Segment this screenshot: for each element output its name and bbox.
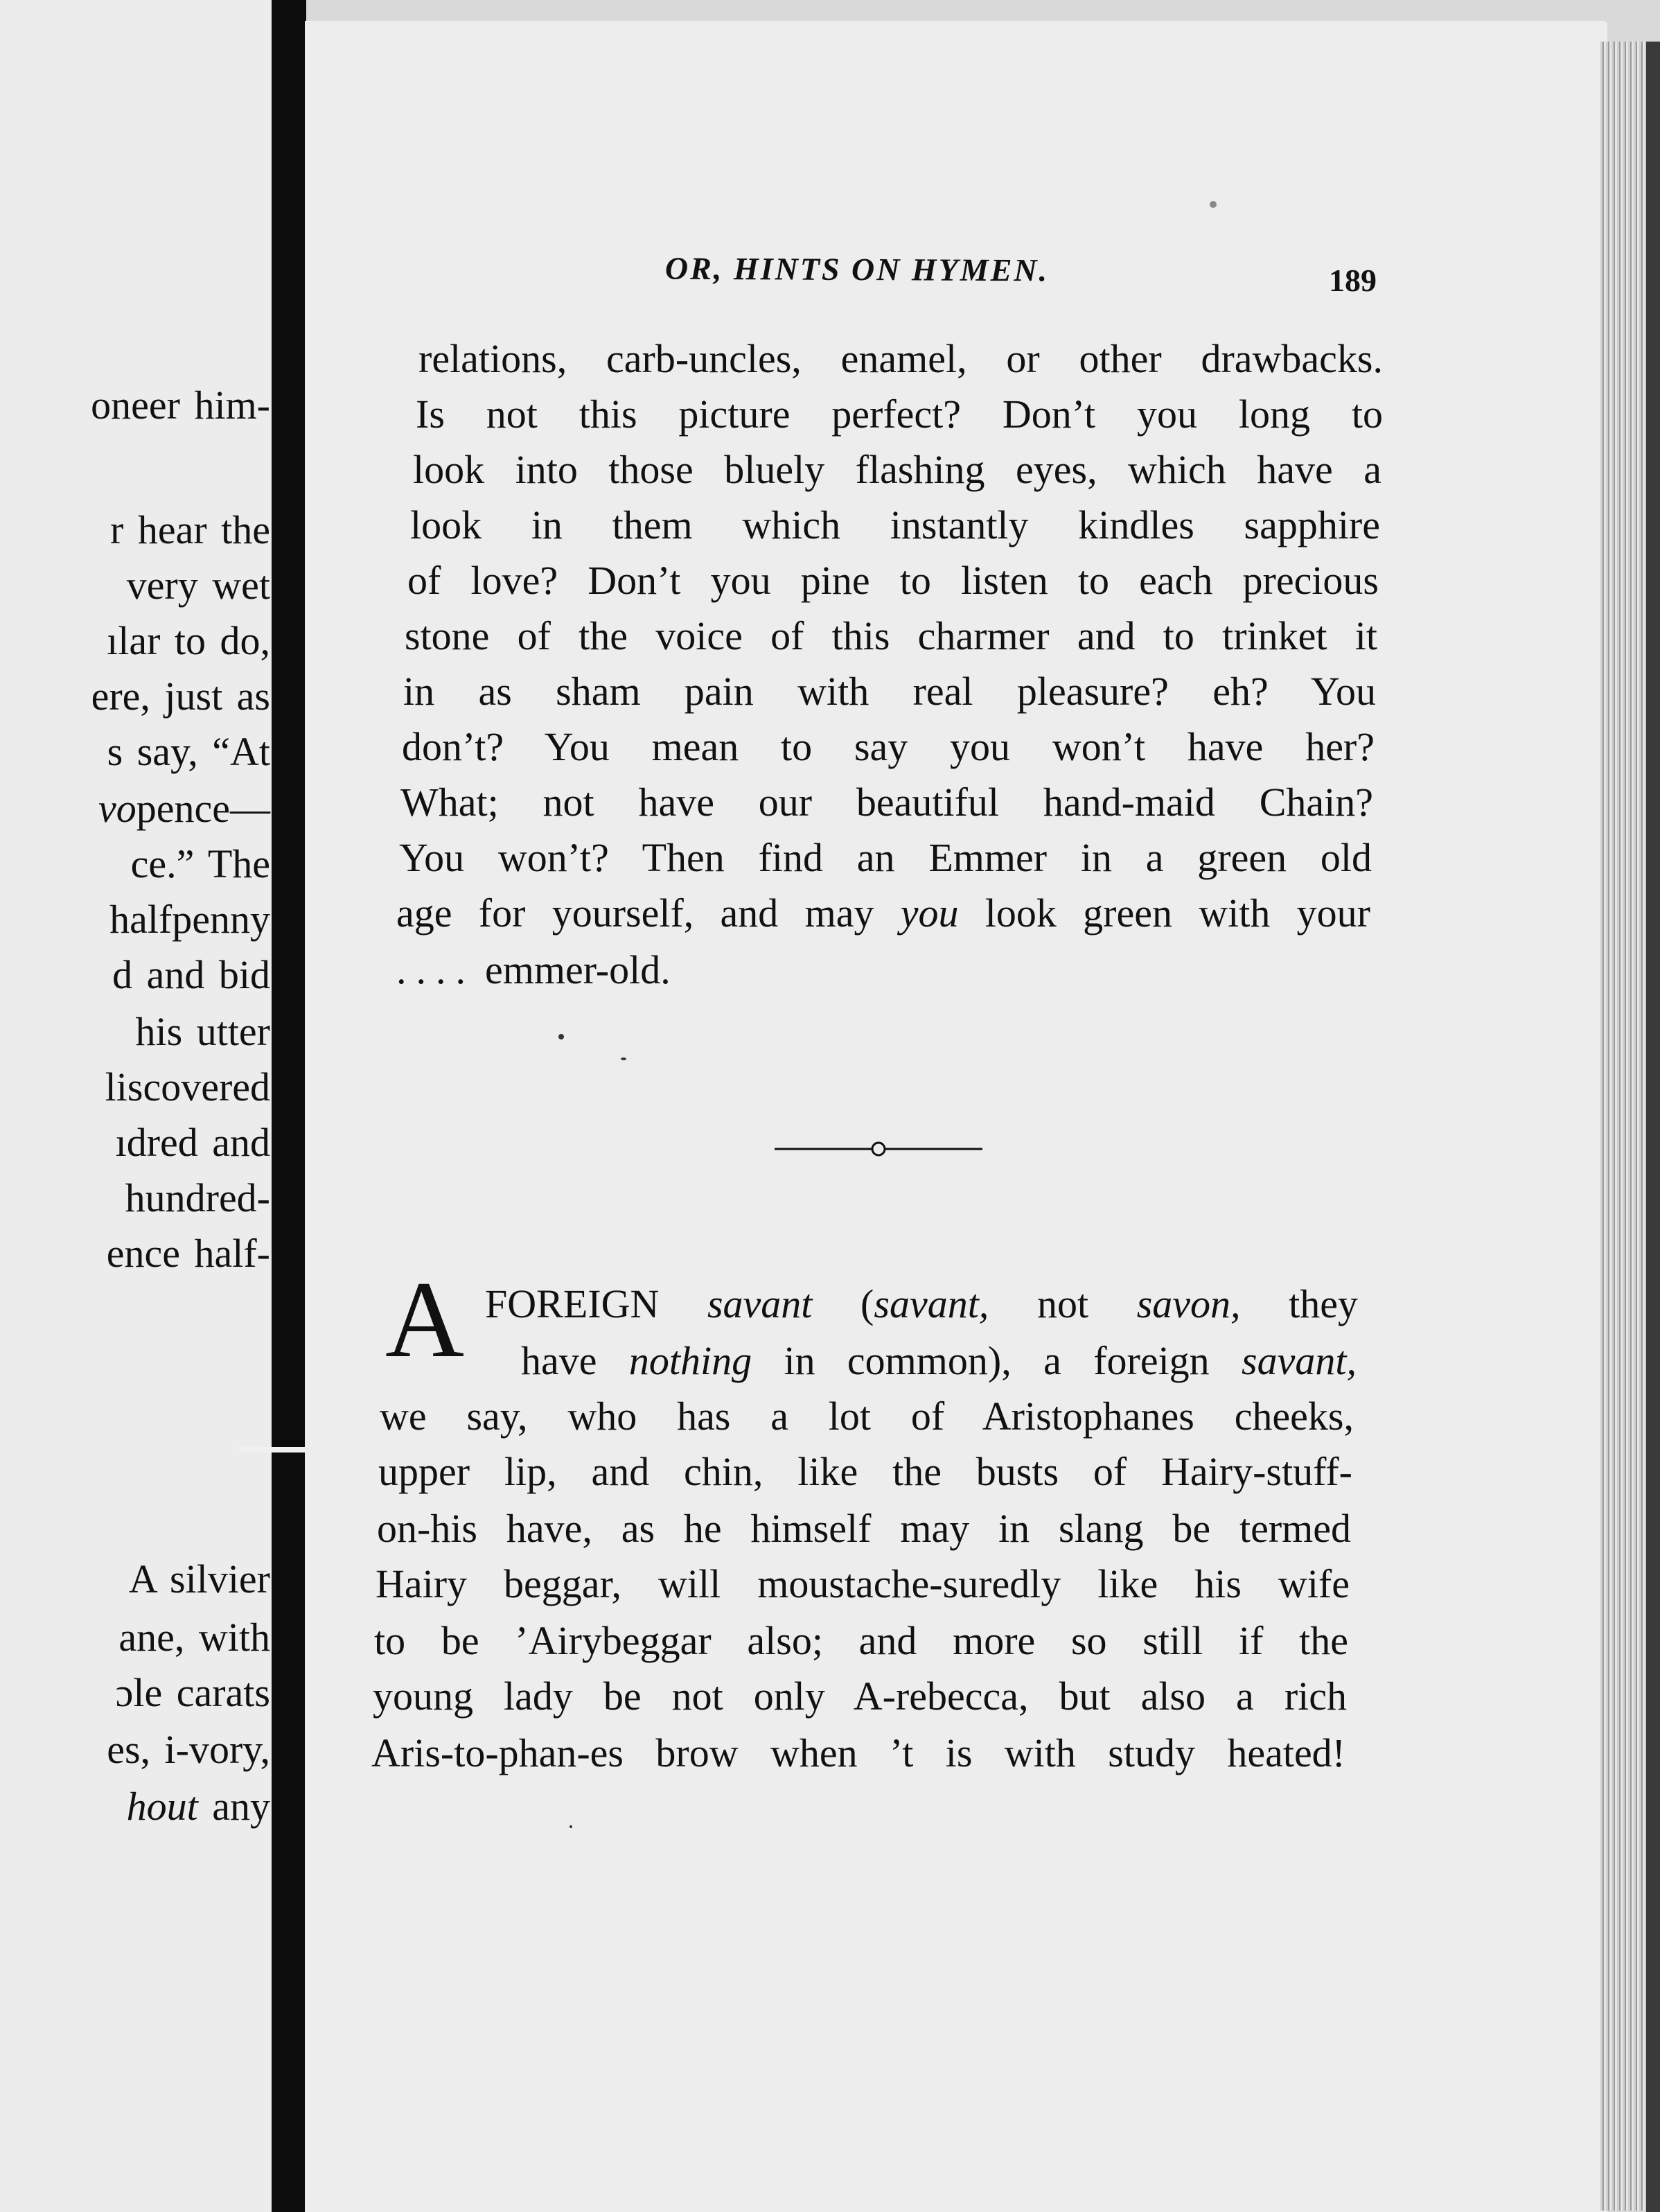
body-text-line: Aris-to-phan-es brow when ’t is with study heated! — [371, 1730, 1345, 1775]
running-head: OR, HINTS ON HYMEN. — [664, 250, 1050, 288]
body-text-line — [521, 1340, 1357, 1382]
scan-speck — [569, 1825, 572, 1828]
ellipsis-dots: .... — [396, 947, 475, 992]
italic-word: savant, — [1242, 1338, 1357, 1383]
body-text-line: Hairy beggar, will moustache-suredly like his wife — [376, 1561, 1350, 1606]
left-page-line: ence half- — [106, 1231, 270, 1276]
left-page-line: halfpenny — [109, 897, 270, 942]
body-text-line: look in them which instantly kindles sapphire — [410, 502, 1380, 547]
body-text-line: in as sham pain with real pleasure? eh? You — [403, 669, 1376, 714]
body-text-line — [396, 890, 1370, 936]
body-text-line: You won’t? Then find an Emmer in a green old — [399, 835, 1372, 880]
body-text-line: young lady be not only A-rebecca, but also a rich — [373, 1674, 1347, 1719]
left-page-text: pence— — [136, 786, 270, 831]
left-page-line — [98, 786, 270, 831]
body-text-line: to be ’Airybeggar also; and more so still if the — [374, 1618, 1348, 1663]
left-page-line: hundred- — [125, 1175, 270, 1220]
scan-speck — [558, 1034, 564, 1039]
left-page-text: any — [197, 1784, 270, 1829]
text-run: age for yourself, and may — [396, 890, 901, 936]
body-text-line — [485, 1283, 1358, 1325]
book-gutter — [272, 0, 306, 2212]
left-page-line: ere, just as — [91, 674, 270, 719]
left-page-line: es, i-vory, — [107, 1727, 270, 1772]
body-text-line: on-his have, as he himself may in slang be termed — [377, 1506, 1351, 1551]
previous-page — [0, 0, 277, 2212]
text-run: ( — [812, 1281, 874, 1326]
text-run: have — [521, 1338, 629, 1383]
scan-speck — [621, 1057, 626, 1060]
italic-word: you — [900, 890, 959, 936]
left-page-line: d and bid — [112, 952, 270, 997]
scan-speck — [1210, 201, 1217, 208]
text-run: look green with your — [958, 890, 1370, 936]
left-page-line: liscovered — [105, 1064, 270, 1109]
scan-artifact — [239, 1447, 308, 1452]
text-run: in common), a foreign — [752, 1338, 1242, 1383]
left-page-italic: vo — [98, 786, 136, 831]
body-text-line: upper lip, and chin, like the busts of Hairy-stuff- — [378, 1449, 1352, 1494]
page-edge-shadow — [1646, 42, 1660, 2212]
body-text-line: relations, carb-uncles, enamel, or other drawbacks. — [418, 336, 1383, 381]
left-page-line: ce.” The — [130, 841, 270, 886]
body-text-line: of love? Don’t you pine to listen to each precious — [407, 558, 1379, 603]
italic-word: nothing — [628, 1338, 752, 1383]
section-separator — [775, 1135, 982, 1163]
left-page-line: very wet — [126, 563, 270, 608]
body-text-line: don’t? You mean to say you won’t have her? — [402, 724, 1375, 769]
left-page-line: his utter — [135, 1009, 270, 1054]
text-run: FOREIGN — [485, 1281, 707, 1326]
body-text-line: What; not have our beautiful hand-maid Chain? — [400, 780, 1373, 825]
body-text-line — [396, 949, 671, 991]
body-text-line: we say, who has a lot of Aristophanes cheeks, — [380, 1394, 1354, 1439]
body-text-line: stone of the voice of this charmer and to trinket it — [405, 613, 1377, 658]
page-number: 189 — [1329, 263, 1377, 298]
text-run: not — [989, 1281, 1137, 1326]
left-page-line: A silvier — [128, 1556, 270, 1601]
left-page-line: ılar to do, — [107, 618, 270, 663]
italic-word: savant — [707, 1281, 813, 1326]
left-page-line: ɔle carats — [115, 1670, 270, 1715]
left-page-line — [126, 1784, 270, 1829]
body-text-line: Is not this picture perfect? Don’t you long to — [416, 392, 1383, 437]
italic-word: savon, — [1136, 1281, 1241, 1326]
separator-ring — [872, 1143, 885, 1155]
page-edges — [1600, 42, 1649, 2211]
left-page-line: r hear the — [110, 507, 270, 552]
left-page-line: ıdred and — [115, 1120, 270, 1165]
left-page-line: s say, “At — [107, 729, 270, 774]
italic-word: savant, — [874, 1281, 989, 1326]
drop-cap: A — [385, 1259, 465, 1380]
left-page-italic: hout — [126, 1784, 198, 1829]
left-page-line: oneer him- — [91, 383, 270, 428]
body-text-line: look into those bluely flashing eyes, which have a — [413, 447, 1381, 492]
text-run: emmer-old. — [485, 947, 671, 992]
text-run: they — [1240, 1281, 1359, 1326]
left-page-line: ane, with — [118, 1615, 270, 1660]
